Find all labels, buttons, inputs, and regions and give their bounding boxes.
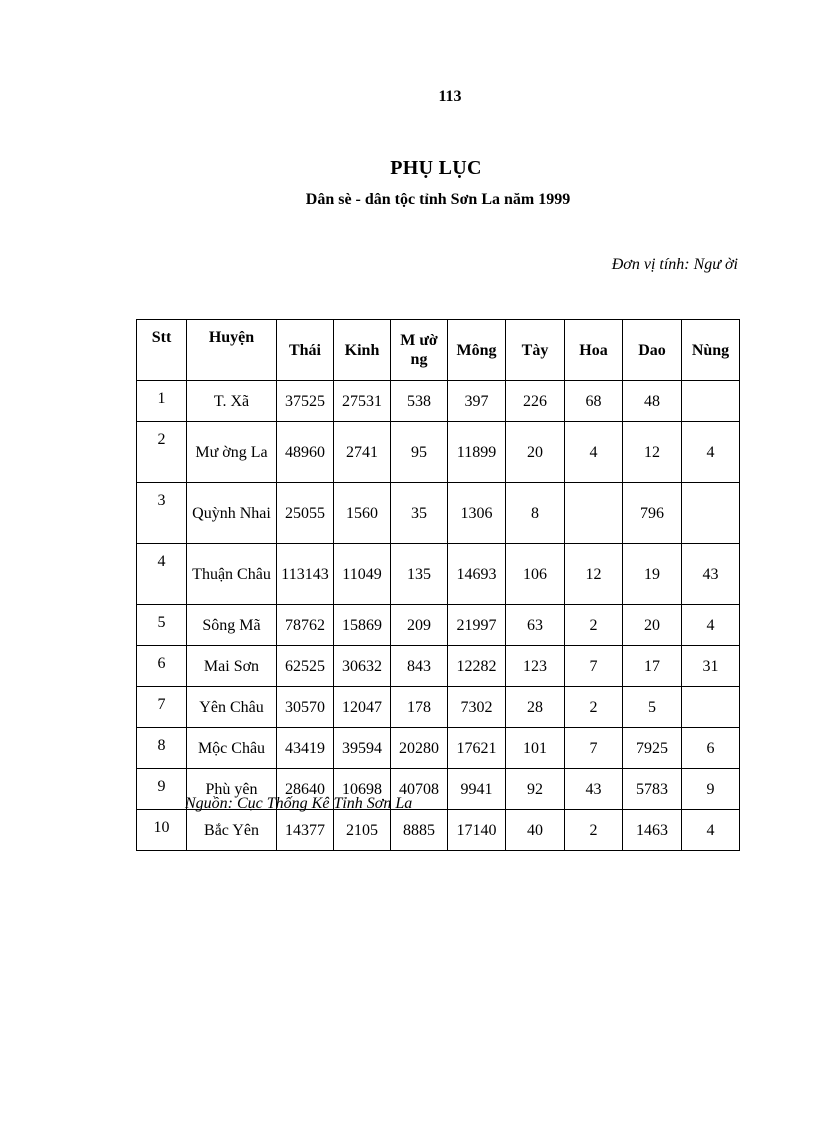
table-cell-mong: 17140	[448, 810, 506, 851]
table-cell-district: Mư ờng La	[187, 422, 277, 483]
table-cell-stt: 1	[137, 381, 187, 422]
header-kinh: Kinh	[334, 320, 391, 381]
appendix-title: PHỤ LỤC	[390, 157, 482, 179]
table-cell-dao: 5	[623, 687, 682, 728]
header-dao: Dao	[623, 320, 682, 381]
table-cell-hoa: 12	[565, 544, 623, 605]
table-cell-muong: 538	[391, 381, 448, 422]
table-cell-nung	[682, 483, 740, 544]
table-cell-kinh: 11049	[334, 544, 391, 605]
table-cell-hoa: 43	[565, 769, 623, 810]
header-district: Huyện	[187, 320, 277, 381]
table-cell-district: Thuận Châu	[187, 544, 277, 605]
table-cell-tay: 63	[506, 605, 565, 646]
population-table	[136, 319, 740, 851]
header-thai: Thái	[277, 320, 334, 381]
table-cell-stt: 3	[137, 483, 187, 544]
table-cell-stt: 7	[137, 687, 187, 728]
table-cell-dao: 796	[623, 483, 682, 544]
table-cell-tay: 28	[506, 687, 565, 728]
table-cell-nung	[682, 381, 740, 422]
table-cell-mong: 12282	[448, 646, 506, 687]
table-cell-mong: 1306	[448, 483, 506, 544]
table-cell-stt: 8	[137, 728, 187, 769]
table-cell-thai: 37525	[277, 381, 334, 422]
table-cell-tay: 8	[506, 483, 565, 544]
header-stt: Stt	[137, 320, 187, 381]
table-cell-dao: 19	[623, 544, 682, 605]
table-cell-kinh: 2105	[334, 810, 391, 851]
table-cell-hoa	[565, 483, 623, 544]
table-cell-stt: 9	[137, 769, 187, 810]
table-cell-kinh: 2741	[334, 422, 391, 483]
header-nung: Nùng	[682, 320, 740, 381]
table-cell-mong: 9941	[448, 769, 506, 810]
table-cell-mong: 11899	[448, 422, 506, 483]
table-cell-dao: 48	[623, 381, 682, 422]
table-cell-nung	[682, 687, 740, 728]
table-cell-tay: 226	[506, 381, 565, 422]
table-cell-district: Yên Châu	[187, 687, 277, 728]
table-cell-stt: 2	[137, 422, 187, 483]
table-header-row	[137, 320, 740, 381]
table-row	[137, 687, 740, 728]
table-subtitle: Dân sè - dân tộc tỉnh Sơn La năm 1999	[305, 191, 571, 208]
table-cell-stt: 6	[137, 646, 187, 687]
table-cell-thai: 43419	[277, 728, 334, 769]
header-mong: Mông	[448, 320, 506, 381]
table-cell-dao: 7925	[623, 728, 682, 769]
table-cell-hoa: 2	[565, 687, 623, 728]
table-cell-thai: 28640	[277, 769, 334, 810]
table-cell-thai: 48960	[277, 422, 334, 483]
table-cell-kinh: 12047	[334, 687, 391, 728]
table-cell-mong: 14693	[448, 544, 506, 605]
page-number: 113	[438, 88, 462, 105]
table-cell-thai: 25055	[277, 483, 334, 544]
table-cell-kinh: 27531	[334, 381, 391, 422]
table-cell-dao: 12	[623, 422, 682, 483]
table-cell-dao: 17	[623, 646, 682, 687]
table-cell-tay: 101	[506, 728, 565, 769]
table-cell-muong: 8885	[391, 810, 448, 851]
table-cell-mong: 7302	[448, 687, 506, 728]
table-cell-muong: 135	[391, 544, 448, 605]
header-tay: Tày	[506, 320, 565, 381]
table-row	[137, 605, 740, 646]
table-cell-dao: 1463	[623, 810, 682, 851]
header-muong: M ườ ng	[391, 320, 448, 381]
table-cell-mong: 17621	[448, 728, 506, 769]
table-cell-kinh: 39594	[334, 728, 391, 769]
table-cell-nung: 43	[682, 544, 740, 605]
table-cell-kinh: 10698	[334, 769, 391, 810]
table-cell-tay: 106	[506, 544, 565, 605]
table-cell-nung: 4	[682, 605, 740, 646]
source-note: Nguồn: Cục Thống Kê Tỉnh Sơn La	[185, 795, 413, 812]
table-cell-muong: 843	[391, 646, 448, 687]
table-cell-dao: 5783	[623, 769, 682, 810]
table-row	[137, 422, 740, 483]
table-cell-tay: 20	[506, 422, 565, 483]
unit-note: Đơn vị tính: Ngư ời	[611, 256, 738, 273]
table-cell-district: T. Xã	[187, 381, 277, 422]
table-cell-stt: 5	[137, 605, 187, 646]
table-cell-hoa: 2	[565, 605, 623, 646]
table-cell-mong: 21997	[448, 605, 506, 646]
table-cell-district: Mộc Châu	[187, 728, 277, 769]
table-cell-muong: 35	[391, 483, 448, 544]
table-cell-hoa: 7	[565, 646, 623, 687]
table-cell-dao: 20	[623, 605, 682, 646]
table-cell-thai: 62525	[277, 646, 334, 687]
table-cell-kinh: 15869	[334, 605, 391, 646]
table-cell-stt: 4	[137, 544, 187, 605]
table-cell-tay: 123	[506, 646, 565, 687]
table-row	[137, 810, 740, 851]
table-cell-muong: 20280	[391, 728, 448, 769]
table-cell-hoa: 4	[565, 422, 623, 483]
table-cell-nung: 9	[682, 769, 740, 810]
table-row	[137, 544, 740, 605]
table-cell-hoa: 7	[565, 728, 623, 769]
table-cell-nung: 31	[682, 646, 740, 687]
table-cell-district: Sông Mã	[187, 605, 277, 646]
table-cell-district: Bắc Yên	[187, 810, 277, 851]
table-cell-district: Quỳnh Nhai	[187, 483, 277, 544]
table-cell-tay: 92	[506, 769, 565, 810]
table-cell-nung: 4	[682, 810, 740, 851]
table-cell-nung: 4	[682, 422, 740, 483]
table-cell-tay: 40	[506, 810, 565, 851]
table-cell-kinh: 30632	[334, 646, 391, 687]
table-cell-hoa: 68	[565, 381, 623, 422]
table-cell-thai: 14377	[277, 810, 334, 851]
table-cell-mong: 397	[448, 381, 506, 422]
table-cell-thai: 78762	[277, 605, 334, 646]
table-row	[137, 483, 740, 544]
table-row	[137, 381, 740, 422]
table-cell-muong: 40708	[391, 769, 448, 810]
table-cell-kinh: 1560	[334, 483, 391, 544]
table-cell-thai: 113143	[277, 544, 334, 605]
table-row	[137, 646, 740, 687]
table-cell-stt: 10	[137, 810, 187, 851]
table-row	[137, 728, 740, 769]
table-cell-thai: 30570	[277, 687, 334, 728]
table-cell-district: Mai Sơn	[187, 646, 277, 687]
header-hoa: Hoa	[565, 320, 623, 381]
table-cell-district: Phù yên	[187, 769, 277, 810]
table-cell-muong: 178	[391, 687, 448, 728]
table-cell-muong: 209	[391, 605, 448, 646]
table-cell-hoa: 2	[565, 810, 623, 851]
table-cell-muong: 95	[391, 422, 448, 483]
table-cell-nung: 6	[682, 728, 740, 769]
